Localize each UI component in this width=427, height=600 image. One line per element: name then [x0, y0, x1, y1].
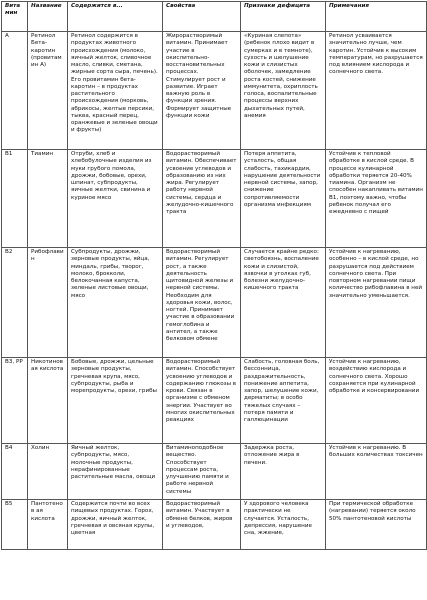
- cell-properties: Водорастворимый витамин. Обеспечивает усвоение углеводов и образованию из них жира. Регулирует работу нервной системы, сердца и желудочно-кишечного тракта: [163, 150, 241, 248]
- table-row: [2, 358, 427, 444]
- cell-notes: Устойчив к нагреванию. В больших количествах токсичен: [326, 444, 427, 500]
- table-row: [2, 444, 427, 500]
- table-row: [2, 32, 427, 150]
- cell-properties: Витаминоподобное вещество. Способствует процессам роста, улучшению памяти и работе нервной системы: [163, 444, 241, 500]
- vitamins-table: [1, 1, 427, 550]
- cell-vitamin: B5: [2, 500, 28, 550]
- cell-source: Субпродукты, дрожжи, зерновые продукты, яйца, миндаль, грибы, творог, молоко, брокколи, белокочанная капуста, зеленые листовые овощи, мясо: [68, 248, 163, 358]
- cell-source: Отруби, хлеб и хлебобулочные изделия из муки грубого помола, дрожжи, бобовые, орехи, шпинат, субпродукты, яичные желтки, свинина и куриное мясо: [68, 150, 163, 248]
- cell-deficiency: Потеря аппетита, усталость, общая слабость, тахикардия, нарушение деятельности нервной системы, запор, снижение сопротивляемости организма инфекциям: [241, 150, 326, 248]
- cell-notes: Устойчив к нагреванию, воздействию кислорода и солнечного света. Хорошо сохраняется при кулинарной обработке и консервировании: [326, 358, 427, 444]
- cell-notes: Устойчив к нагреванию, особенно – в кислой среде, но разрушается под действием солнечного света. При повторном нагревании пищи количество рибофлавина в ней значительно уменьшается.: [326, 248, 427, 358]
- cell-vitamin: A: [2, 32, 28, 150]
- cell-deficiency: Слабость, головная боль, бессонница, раздражительность, понижение аппетита, запор, шелушение кожи, дерматиты; в особо тяжелых случаях – потеря памяти и галлюцинации: [241, 358, 326, 444]
- cell-deficiency: У здорового человека практически не случается. Усталость, депрессия, нарушение сна, жжение,: [241, 500, 326, 550]
- header-name: Название: [28, 2, 68, 32]
- cell-vitamin: B1: [2, 150, 28, 248]
- cell-deficiency: «Куриная слепота» (ребенок плохо видит в сумерках и в темноте), сухость и шелушение кожи и слизистых оболочек, замедление роста костей, снижение иммунитета, охриплость голоса, воспалительные процессы верхних дыхательных путей, анемия: [241, 32, 326, 150]
- cell-name: Рибофлави н: [28, 248, 68, 358]
- cell-name: Холин: [28, 444, 68, 500]
- cell-name: Ретинол Бета-каротин (провитамин А): [28, 32, 68, 150]
- cell-source: Бобовые, дрожжи, цельные зерновые продукты, гречневая крупа, мясо, субпродукты, рыба и морепродукты, орехи, грибы: [68, 358, 163, 444]
- header-source: Содержится в...: [68, 2, 163, 32]
- cell-notes: Ретинол усваивается значительно лучше, чем каротин. Устойчив к высоким температурам, но разрушается под влиянием кислорода и солнечного света.: [326, 32, 427, 150]
- header-notes: Примечания: [326, 2, 427, 32]
- cell-name: Тиамин: [28, 150, 68, 248]
- cell-vitamin: B4: [2, 444, 28, 500]
- cell-source: Содержится почти во всех пищевых продуктах. Горох, дрожжи, яичный желток, гречневая и овсяная крупы, цветная: [68, 500, 163, 550]
- cell-name: Никотинов ая кислота: [28, 358, 68, 444]
- cell-vitamin: B2: [2, 248, 28, 358]
- table-header-row: [2, 2, 427, 32]
- table-row: [2, 248, 427, 358]
- cell-source: Ретинол содержится в продуктах животного происхождения (молоко, яичный желток, сливочное масло, сливки, сметана, жирные сорта сыра, печень). Его провитамин бета-каротин – в продуктах растительного происхождения (морковь, абрикосы, желтые персики, тыква, красный перец, оранжевые и зеленые овощи и фрукты): [68, 32, 163, 150]
- cell-properties: Водорастворимый витамин. Участвует в обмене белков, жиров и углеводов,: [163, 500, 241, 550]
- cell-deficiency: Задержка роста, отложение жира в печени.: [241, 444, 326, 500]
- table-row: [2, 150, 427, 248]
- cell-source: Яичный желток, субпродукты, мясо, молочные продукты, нерафинированные растительные масла, овощи: [68, 444, 163, 500]
- header-deficiency: Признаки дефицита: [241, 2, 326, 32]
- header-vitamin: Вита мин: [2, 2, 28, 32]
- cell-properties: Водорастворимый витамин. Регулирует рост, а также деятельность щитовидной железы и нервной системы. Необходим для здоровья кожи, волос, ногтей. Принимает участие в образовании гемоглобина и антител, а также белковом обмене: [163, 248, 241, 358]
- cell-properties: Водорастворимый витамин. Способствует усвоению углеводов и содержанию глюкозы в крови. Связан в организме с обменом энергии. Участвует во многих окислительных реакциях: [163, 358, 241, 444]
- cell-notes: При термической обработке (нагревании) теряется около 50% пантотеновой кислоты: [326, 500, 427, 550]
- cell-notes: Устойчив к тепловой обработке в кислой среде. В процессе кулинарной обработки теряется 20-40% тиамина. Организм не способен накапливать витамин B1, поэтому важно, чтобы ребенок получал его ежедневно с пищей: [326, 150, 427, 248]
- cell-deficiency: Случается крайне редко: светобоязнь, воспаление кожи и слизистой, язвочки в уголках губ, болезни желудочно-кишечного тракта: [241, 248, 326, 358]
- cell-vitamin: B3, PP: [2, 358, 28, 444]
- table-row: [2, 500, 427, 550]
- cell-name: Пантотенов ая кислота: [28, 500, 68, 550]
- cell-properties: Жирорастворимый витамин. Принимает участие в окислительно-восстановительных процессах. Стимулирует рост и развитие. Играет важную роль в функции зрения. Формирует защитные функции кожи: [163, 32, 241, 150]
- header-properties: Свойства: [163, 2, 241, 32]
